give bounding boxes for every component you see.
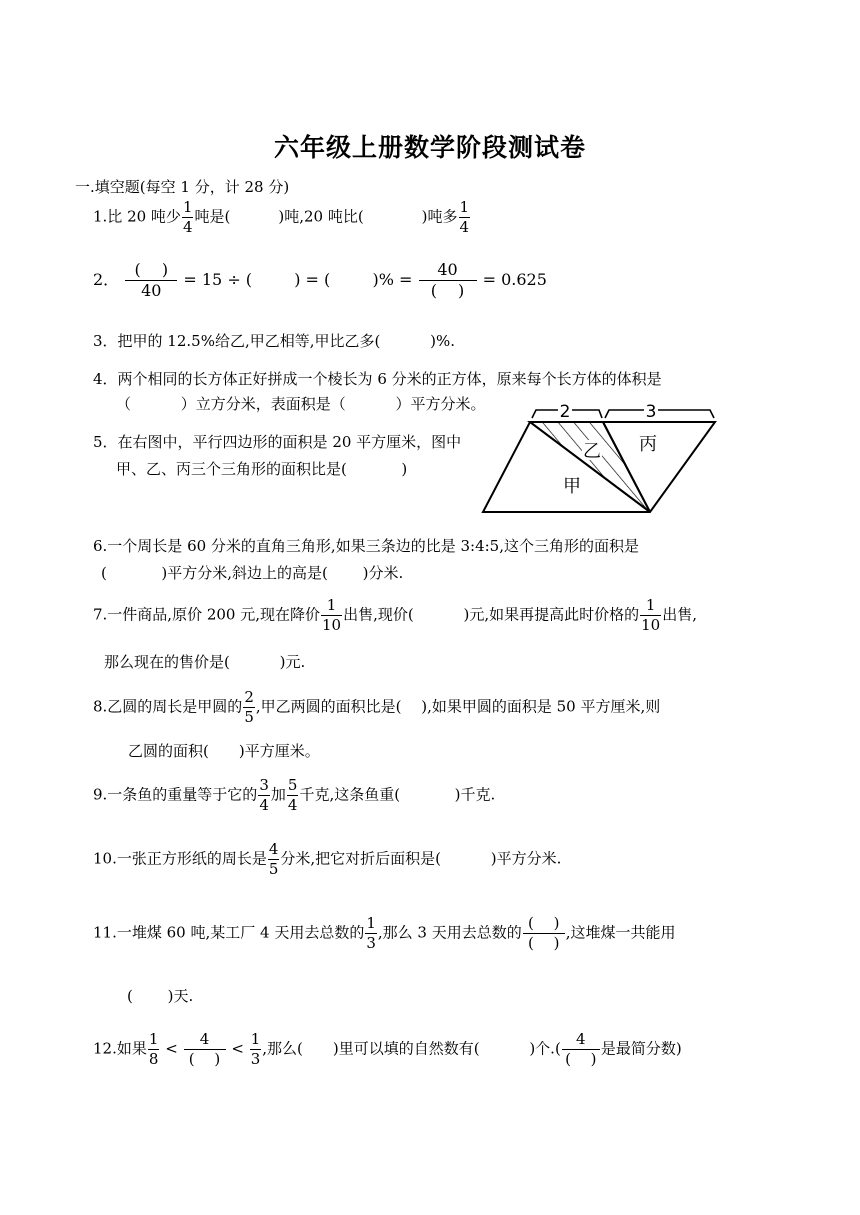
fraction: $\frac{( )}{40}$ xyxy=(125,262,177,299)
label-jia: 甲 xyxy=(563,476,581,497)
fraction: $\frac{3}{4}$ xyxy=(259,776,269,814)
question-10: 10.一张正方形纸的周长是 $\frac{4}{5}$ 分米,把它对折后面积是( )平方分米. xyxy=(93,840,562,878)
fraction: $\frac{1}{4}$ xyxy=(182,198,193,236)
question-7: 7.一件商品,原价 200 元,现在降价 $\frac{1}{10}$ 出售,现价( )元,如果再提高此时价格的 $\frac{1}{10}$ 出售, xyxy=(93,596,697,634)
fraction: $\frac{1}{10}$ xyxy=(641,596,661,634)
question-5-line-2: 甲、乙、丙三个三角形的面积比是( ) xyxy=(116,460,408,478)
label-bing: 丙 xyxy=(639,434,657,455)
question-1: 1.比 20 吨少 $\frac{1}{4}$ 吨是( )吨,20 吨比( )吨多 $\frac{1}{4}$ xyxy=(93,198,470,236)
question-11: 11.一堆煤 60 吨,某工厂 4 天用去总数的 $\frac{1}{3}$ ,那么 3 天用去总数的 $\frac{( )}{( )}$ ,这堆煤一共能用 xyxy=(93,914,676,952)
fraction: $\frac{1}{3}$ xyxy=(250,1030,261,1068)
fraction: $\frac{1}{10}$ xyxy=(322,596,342,634)
fraction: $\frac{5}{4}$ xyxy=(287,776,298,814)
label-yi: 乙 xyxy=(583,441,601,462)
question-8-line-2: 乙圆的面积( )平方厘米。 xyxy=(128,742,320,760)
parallelogram-figure xyxy=(478,402,718,517)
fraction: $\frac{40}{( )}$ xyxy=(419,262,477,299)
question-4-line-1: 4．两个相同的长方体正好拼成一个棱长为 6 分米的正方体，原来每个长方体的体积是 xyxy=(93,370,662,388)
question-3: 3．把甲的 12.5%给乙,甲乙相等,甲比乙多( )%. xyxy=(93,332,455,350)
fraction: $\frac{4}{( )}$ xyxy=(562,1032,600,1067)
fraction: $\frac{2}{5}$ xyxy=(244,688,254,726)
question-7-line-2: 那么现在的售价是( )元. xyxy=(104,653,306,671)
fraction: $\frac{1}{8}$ xyxy=(148,1030,159,1068)
question-2: 2． $\frac{( )}{40}$ = 15 ÷ ( ) = ( )% = $\frac{40}{( )}$ = 0.625 xyxy=(93,260,547,300)
fraction: $\frac{1}{4}$ xyxy=(459,198,470,236)
fraction: $\frac{4}{5}$ xyxy=(268,840,279,878)
question-6-line-1: 6.一个周长是 60 分米的直角三角形,如果三条边的比是 3:4:5,这个三角形的面积是 xyxy=(93,537,639,555)
question-4-line-2: （ ）立方分米，表面积是（ ）平方分米。 xyxy=(116,395,486,413)
fraction: $\frac{4}{( )}$ xyxy=(184,1032,226,1067)
question-9: 9.一条鱼的重量等于它的 $\frac{3}{4}$ 加 $\frac{5}{4}$ 千克,这条鱼重( )千克. xyxy=(93,776,496,814)
question-8: 8.乙圆的周长是甲圆的 $\frac{2}{5}$ ,甲乙两圆的面积比是( ),如果甲圆的面积是 50 平方厘米,则 xyxy=(93,688,661,726)
page-title: 六年级上册数学阶段测试卷 xyxy=(273,133,586,162)
question-6-line-2: ( )平方分米,斜边上的高是( )分米. xyxy=(101,564,404,582)
label-2: 2 xyxy=(559,402,571,422)
question-11-line-2: ( )天. xyxy=(127,987,194,1005)
fraction: $\frac{( )}{( )}$ xyxy=(523,916,565,951)
section-heading: 一.填空题(每空 1 分，计 28 分) xyxy=(75,178,290,196)
fraction: $\frac{1}{3}$ xyxy=(366,914,376,952)
question-5-line-1: 5．在右图中，平行四边形的面积是 20 平方厘米，图中 xyxy=(93,433,462,451)
question-12: 12.如果 $\frac{1}{8}$ < $\frac{4}{( )}$ < $\frac{1}{3}$ ,那么( )里可以填的自然数有( )个.( $\frac{4}{( )}$ 是最简分数) xyxy=(93,1030,682,1068)
label-3: 3 xyxy=(645,402,657,422)
